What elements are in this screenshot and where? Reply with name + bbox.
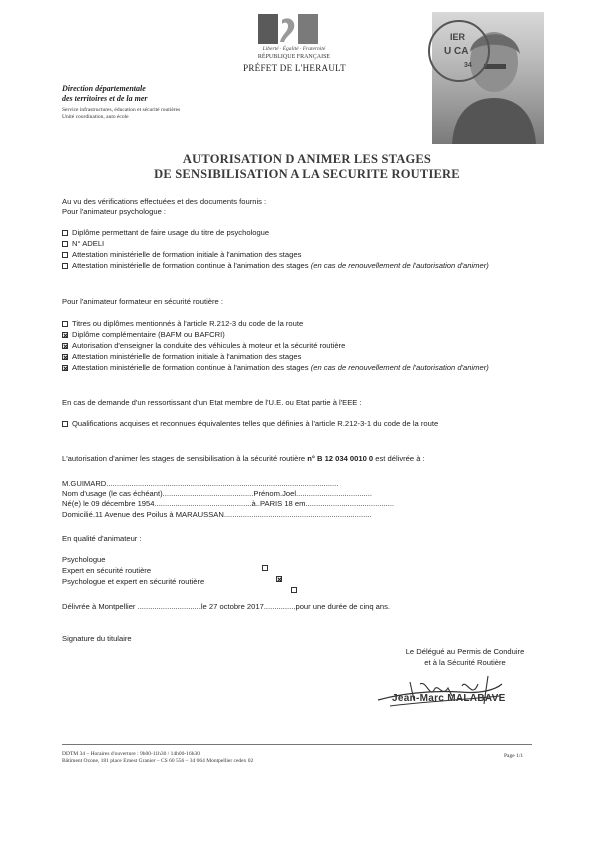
holder-prenom: Joel bbox=[282, 489, 297, 498]
psy-checkbox-1 bbox=[62, 230, 68, 236]
formateur-checkbox-4 bbox=[62, 354, 68, 360]
formateur-checkbox-2 bbox=[62, 332, 68, 338]
footer-page: Page 1/1 bbox=[504, 753, 524, 759]
direction-line1: Direction départementale bbox=[62, 84, 146, 93]
title-line2: DE SENSIBILISATION A LA SECURITE ROUTIERE bbox=[154, 167, 460, 181]
prefet: PRÉFET DE L'HERAULT bbox=[243, 63, 346, 73]
ue-item: Qualifications acquises et reconnues équivalentes telles que définies à l'article R.212-3-1 du code de la route bbox=[62, 419, 532, 429]
service: Service infrastructures, éducation et sécurité routières bbox=[62, 107, 181, 113]
intro: Au vu des vérifications effectuées et des documents fournis : bbox=[62, 197, 267, 206]
holder-domicile-line: Domicilié.11 Avenue des Poilus à MARAUSSAN...................................................................... bbox=[62, 510, 372, 519]
autorisation-line: L'autorisation d'animer les stages de sensibilisation à la sécurité routière n° B 12 034 0010 0 est délivrée à : bbox=[62, 454, 425, 463]
qualite-option-label: Psychologue et expert en sécurité routière bbox=[62, 577, 205, 586]
delegue-line2: et à la Sécurité Routière bbox=[424, 658, 506, 667]
psy-heading: Pour l'animateur psychologue : bbox=[62, 207, 167, 216]
official-signature bbox=[370, 670, 505, 712]
qualite-checkbox-both bbox=[291, 587, 297, 593]
holder-name-line: M.GUIMARD.............................................................................................................. bbox=[62, 479, 339, 488]
qualite-heading: En qualité d'animateur : bbox=[62, 534, 142, 543]
formateur-item: Autorisation d'enseigner la conduite des véhicules à moteur et la sécurité routière bbox=[62, 341, 345, 350]
signatory-name: Jean-Marc MALABAVE bbox=[392, 693, 506, 704]
formateur-checkbox-5 bbox=[62, 365, 68, 371]
ue-heading: En cas de demande d'un ressortissant d'un Etat membre de l'U.E. ou Etat partie à l'EEE : bbox=[62, 398, 362, 407]
qualite-checkbox-expert bbox=[276, 576, 282, 582]
holder-usage-line: Nom d'usage (le cas échéant)...........................................Prénom.Joel.................................... bbox=[62, 489, 372, 498]
delivery-date: 27 octobre 2017 bbox=[208, 602, 264, 611]
psy-item: Attestation ministérielle de formation initiale à l'animation des stages bbox=[62, 250, 301, 259]
qualite-checkbox-psychologue bbox=[262, 565, 268, 571]
holder-birth-place: PARIS 18 em bbox=[260, 499, 306, 508]
delegue-block bbox=[380, 646, 550, 668]
official-stamp bbox=[428, 20, 490, 82]
formateur-item: Attestation ministérielle de formation continue à l'animation des stages (en cas de renouvellement de l'autorisation d'animer) bbox=[62, 363, 532, 373]
republique: RÉPUBLIQUE FRANÇAISE bbox=[257, 54, 331, 60]
holder-name: M.GUIMARD bbox=[62, 479, 107, 488]
autorisation-number: n° B 12 034 0010 0 bbox=[307, 454, 374, 463]
stamp-text2: U CA bbox=[444, 46, 469, 57]
psy-checkbox-2 bbox=[62, 241, 68, 247]
marianne-logo bbox=[258, 12, 328, 46]
title-line1: AUTORISATION D ANIMER LES STAGES bbox=[182, 152, 432, 166]
holder-signature-label: Signature du titulaire bbox=[62, 634, 132, 643]
psy-item: N° ADELI bbox=[62, 239, 104, 248]
formateur-item: Diplôme complémentaire (BAFM ou BAFCRI) bbox=[62, 330, 225, 339]
unite: Unité coordination, auto école bbox=[62, 114, 129, 120]
holder-domicile: 11 Avenue des Poilus à MARAUSSAN bbox=[94, 510, 224, 519]
footer-line2: Bâtiment Ozone, 181 place Ernest Granier – CS 60 556 – 34 064 Montpellier cedex 02 bbox=[62, 758, 254, 764]
psy-item: Diplôme permettant de faire usage du titre de psychologue bbox=[62, 228, 269, 237]
psy-checkbox-4 bbox=[62, 263, 68, 269]
ue-checkbox bbox=[62, 421, 68, 427]
delegue-line1: Le Délégué au Permis de Conduire bbox=[405, 647, 525, 656]
formateur-checkbox-1 bbox=[62, 321, 68, 327]
psy-checkbox-3 bbox=[62, 252, 68, 258]
footer-divider bbox=[62, 744, 532, 745]
psy-item: Attestation ministérielle de formation continue à l'animation des stages (en cas de renouvellement de l'autorisation d'animer) bbox=[62, 261, 532, 271]
formateur-item: Titres ou diplômes mentionnés à l'article R.212-3 du code de la route bbox=[62, 319, 303, 328]
holder-birth-line: Né(e) le 09 décembre 1954..............................................à..PARIS 18 em.......................................... bbox=[62, 499, 395, 508]
delivery-place: Montpellier bbox=[98, 602, 136, 611]
holder-birth-date: 09 décembre 1954 bbox=[91, 499, 155, 508]
qualite-option-label: Expert en sécurité routière bbox=[62, 566, 152, 575]
formateur-checkbox-3 bbox=[62, 343, 68, 349]
formateur-item: Attestation ministérielle de formation initiale à l'animation des stages bbox=[62, 352, 301, 361]
formateur-heading: Pour l'animateur formateur en sécurité routière : bbox=[62, 297, 223, 306]
stamp-text1: IER bbox=[450, 32, 466, 42]
motto: Liberté · Égalité · Fraternité bbox=[262, 46, 326, 52]
delivery-line: Délivrée à Montpellier ..............................le 27 octobre 2017...............pour une durée de cinq ans. bbox=[62, 602, 391, 611]
direction-line2: des territoires et de la mer bbox=[62, 94, 148, 103]
footer-line1: DDTM 34 – Horaires d'ouverture : 9h00-11h30 / 14h00-16h30 bbox=[62, 751, 200, 757]
qualite-option-label: Psychologue bbox=[62, 555, 106, 564]
stamp-number: 34 bbox=[464, 62, 472, 69]
